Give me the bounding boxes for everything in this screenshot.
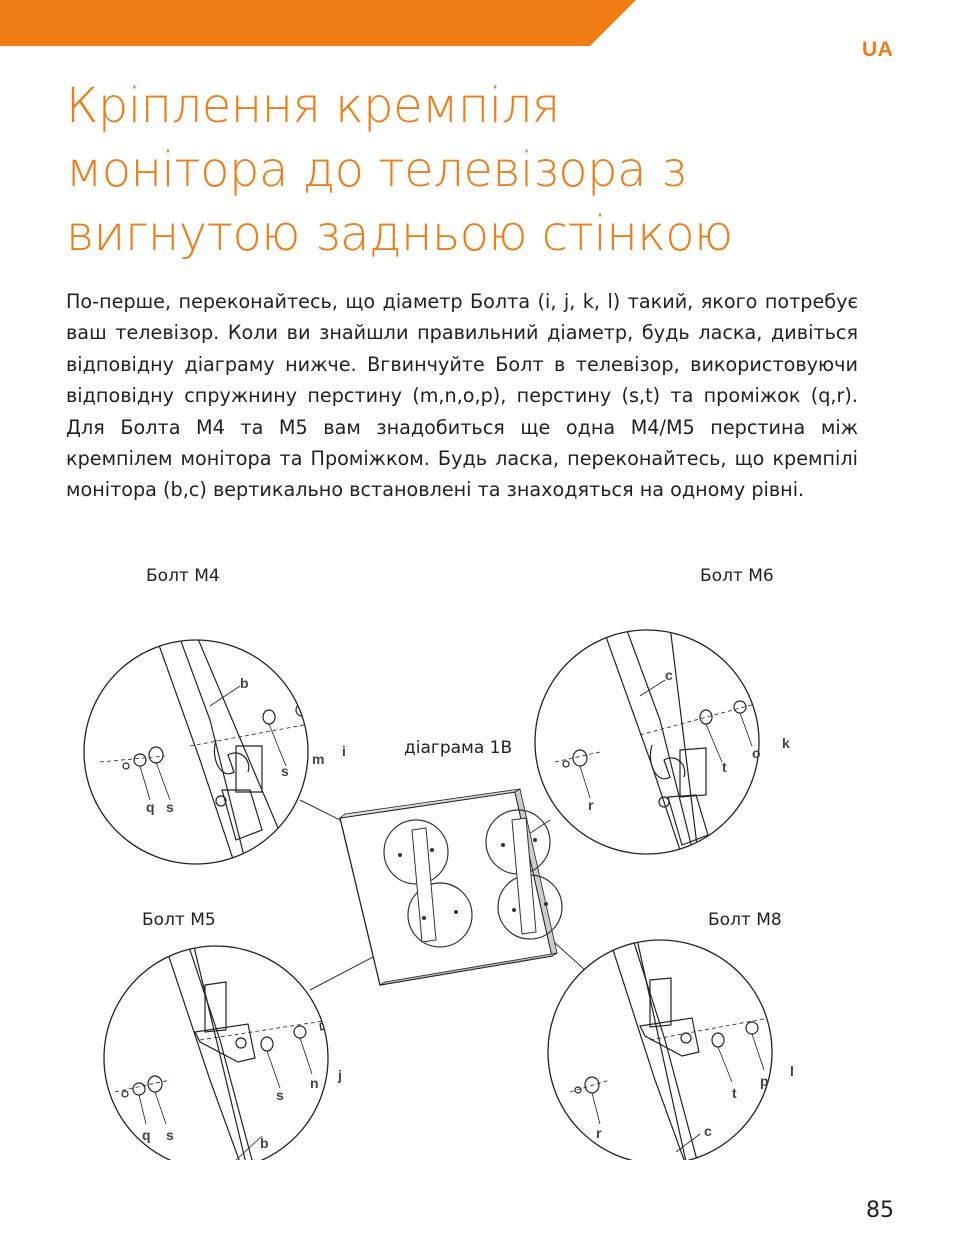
part-c: c <box>704 1123 712 1139</box>
header-tab <box>0 0 954 46</box>
part-s: s <box>276 1087 284 1103</box>
label-diagram-1b: діаграма 1B <box>404 738 513 758</box>
part-l: l <box>790 1063 794 1079</box>
part-q: q <box>142 1127 151 1143</box>
panel-bolt-m5 <box>104 930 342 1160</box>
page-number: 85 <box>866 1198 894 1223</box>
panel-bolt-m8 <box>548 925 794 1160</box>
part-c: c <box>665 667 673 683</box>
assembly-diagram <box>0 540 954 1160</box>
part-o: o <box>752 745 761 761</box>
label-bolt-m5: Болт M5 <box>142 910 216 930</box>
part-r: r <box>596 1125 602 1141</box>
panel-bolt-m4 <box>84 620 346 880</box>
part-s: s <box>281 763 289 779</box>
tv-back-plate <box>340 789 562 985</box>
title-line-2: монітора до телевізора з <box>66 142 687 198</box>
part-j: j <box>338 1067 342 1083</box>
part-b: b <box>240 675 249 691</box>
part-r: r <box>588 797 594 813</box>
part-p: p <box>760 1073 769 1089</box>
part-s: s <box>166 1127 174 1143</box>
page-title <box>66 74 866 266</box>
part-m: m <box>312 751 325 767</box>
language-badge: UA <box>862 38 894 61</box>
instructions-paragraph: По-перше, переконайтесь, що діаметр Болта (i, j, k, l) такий, якого потребує ваш телевізор. Коли ви знайшли правильний діаметр, будь ласка, дивіться відповідну діаграму нижче. Вгвинчуйте Болт в телевізор, використовуючи відповідну спружнину перстину (m,n,o,p), перстину (s,t) та проміжок (q,r). Для Болта M4 та M5 вам знадобиться ще одна M4/M5 перстина між кремпілем монітора та Проміжком. Будь ласка, переконайтесь, що кремпілі монітора (b,c) вертикально встановлені та знаходяться на одному рівні. <box>66 290 858 502</box>
part-k: k <box>782 735 790 751</box>
panel-bolt-m6 <box>535 610 790 880</box>
part-b: b <box>260 1135 269 1151</box>
title-line-3: вигнутою задньою стінкою <box>66 206 733 262</box>
part-i: i <box>342 743 346 759</box>
part-s: s <box>166 799 174 815</box>
part-q: q <box>146 799 155 815</box>
label-bolt-m4: Болт M4 <box>146 566 220 586</box>
part-t: t <box>732 1085 737 1101</box>
part-n: n <box>310 1075 319 1091</box>
label-bolt-m6: Болт M6 <box>700 566 774 586</box>
part-t: t <box>722 759 727 775</box>
label-bolt-m8: Болт M8 <box>708 910 782 930</box>
title-line-1: Кріплення кремпіля <box>66 78 560 134</box>
